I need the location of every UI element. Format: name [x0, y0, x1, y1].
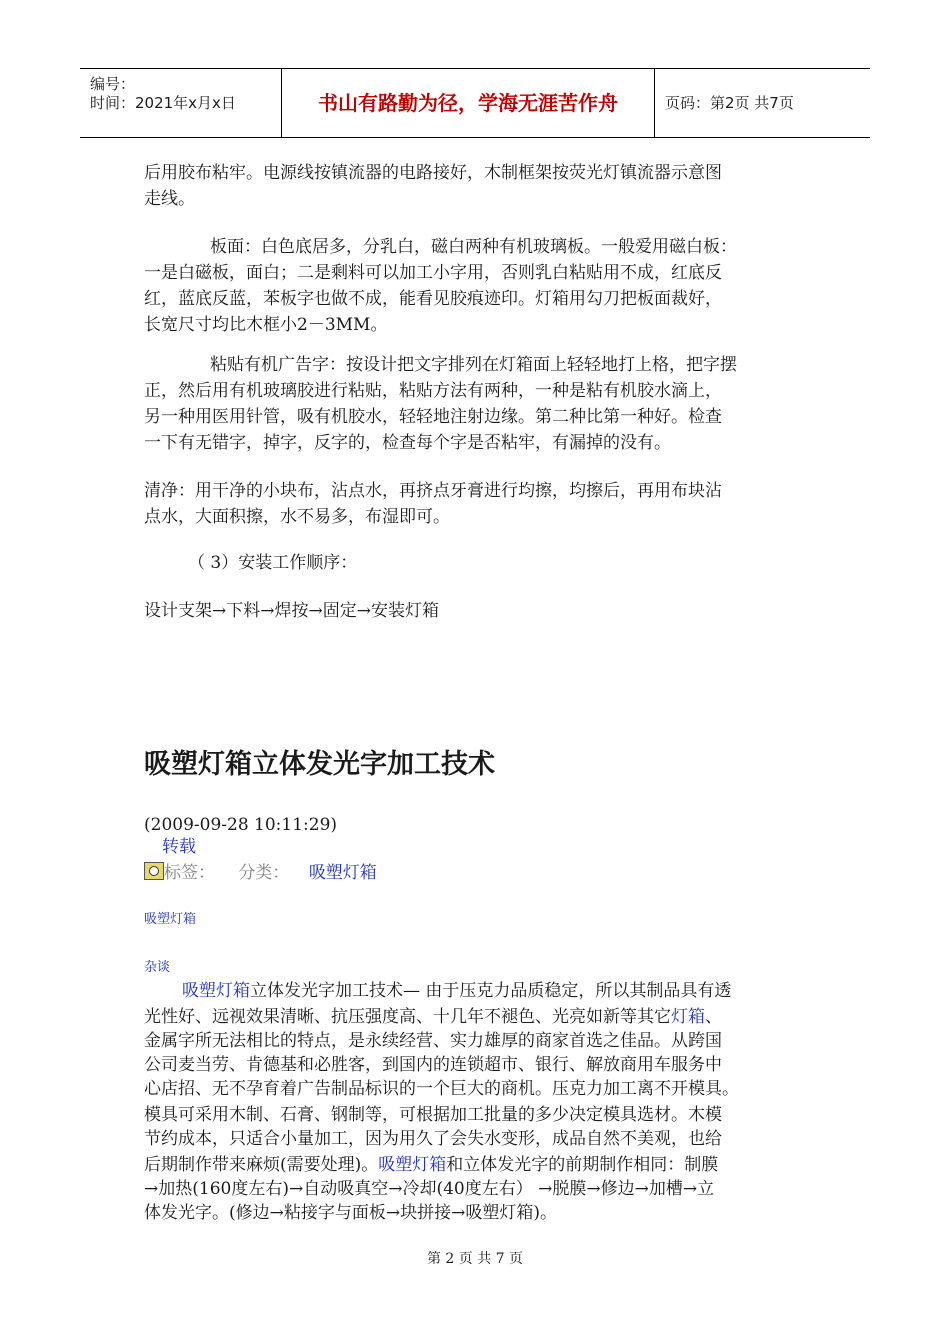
tag-label: 标签：: [164, 863, 215, 883]
body-line-10: 体发光字。(修边→粘接字与面板→块拼接→吸塑灯箱)。: [144, 1203, 557, 1223]
category-label: 分类：: [238, 863, 290, 883]
para-2-line-2: 一是白磁板，面白；二是剩料可以加工小字用，否则乳白粘贴用不成，红底反: [144, 263, 722, 283]
body-line-5: 心店招、无不孕育着广告制品标识的一个巨大的商机。压克力加工离不开模具。: [144, 1079, 739, 1099]
body-line-3: 金属字所无法相比的特点，是永续经营、实力雄厚的商家首选之佳品。从跨国: [144, 1031, 722, 1051]
body-link-2[interactable]: 灯箱: [671, 1007, 705, 1027]
body-line-8: 后期制作带来麻烦(需要处理)。吸塑灯箱和立体发光字的前期制作相同：制膜: [144, 1155, 719, 1175]
para-3-line-1: 粘贴有机广告字：按设计把文字排列在灯箱面上轻轻地打上格，把字摆: [210, 355, 737, 375]
time-label: 时间：2021年x月x日: [90, 94, 236, 112]
para-4-line-2: 点水，大面积擦，水不易多，布湿即可。: [144, 507, 450, 527]
para-2-line-4: 长宽尺寸均比木框小2－3MM。: [144, 315, 388, 335]
repost-link[interactable]: 转载: [162, 837, 196, 857]
page-header: [80, 68, 870, 138]
para-1-line-1: 后用胶布粘牢。电源线按镇流器的电路接好，木制框架按荧光灯镇流器示意图: [144, 163, 722, 183]
para-3-line-3: 另一种用医用针管，吸有机胶水，轻轻地注射边缘。第二种比第一种好。检查: [144, 407, 722, 427]
tag-link-1[interactable]: 吸塑灯箱: [144, 912, 197, 927]
header-meta-cell: [80, 69, 282, 137]
para-2-line-1: 板面：白色底居多，分乳白，磁白两种有机玻璃板。一般爱用磁白板：: [210, 237, 737, 257]
body-link-3[interactable]: 吸塑灯箱: [378, 1155, 447, 1175]
tag-link-2[interactable]: 杂谈: [144, 960, 171, 975]
para-4-line-1: 清净：用干净的小块布，沾点水，再挤点牙膏进行均擦，均擦后，再用布块沾: [144, 481, 722, 501]
body-line-1: 吸塑灯箱立体发光字加工技术— 由于压克力品质稳定，所以其制品具有透: [182, 981, 732, 1001]
tag-icon: [144, 862, 164, 880]
body-line-7: 节约成本，只适合小量加工，因为用久了会失水变形，成品自然不美观，也给: [144, 1129, 722, 1149]
body-line-2: 光性好、远视效果清晰、抗压强度高、十几年不褪色、光亮如新等其它灯箱、: [144, 1007, 722, 1027]
para-6: 设计支架→下料→焊按→固定→安装灯箱: [144, 601, 439, 621]
body-line-4: 公司麦当劳、肯德基和必胜客，到国内的连锁超市、银行、解放商用车服务中: [144, 1055, 722, 1075]
number-label: 编号：: [90, 75, 136, 93]
para-5: （ 3）安装工作顺序：: [188, 553, 358, 573]
para-1-line-2: 走线。: [144, 189, 195, 209]
article-title: 吸塑灯箱立体发光字加工技术: [144, 749, 495, 780]
body-link-1[interactable]: 吸塑灯箱: [182, 981, 250, 1001]
tag-line: [144, 858, 377, 883]
header-motto: 书山有路勤为径，学海无涯苦作舟: [282, 69, 655, 137]
article-date: (2009-09-28 10:11:29): [144, 815, 338, 835]
para-3-line-2: 正，然后用有机玻璃胶进行粘贴，粘贴方法有两种，一种是粘有机胶水滴上，: [144, 381, 722, 401]
body-line-6: 模具可采用木制、石膏、钢制等，可根据加工批量的多少决定模具选材。木模: [144, 1105, 722, 1125]
body-line-9: →加热(160度左右)→自动吸真空→冷却(40度左右） →脱膜→修边→加槽→立: [144, 1179, 715, 1199]
category-link[interactable]: 吸塑灯箱: [308, 863, 377, 883]
para-2-line-3: 红，蓝底反蓝，苯板字也做不成，能看见胶痕迹印。灯箱用勾刀把板面裁好，: [144, 289, 722, 309]
page-footer: 第 2 页 共 7 页: [426, 1251, 524, 1267]
para-3-line-4: 一下有无错字，掉字，反字的，检查每个字是否粘牢，有漏掉的没有。: [144, 433, 671, 453]
header-page-label: 页码：第2页 共7页: [665, 94, 794, 112]
